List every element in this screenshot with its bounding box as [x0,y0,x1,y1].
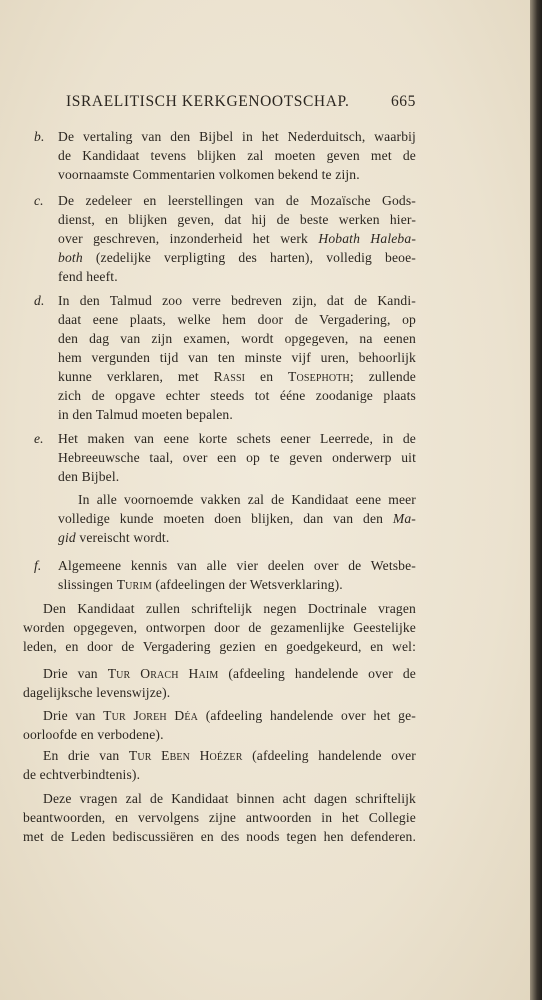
text-line: Algemeene kennis van alle vier deelen over de Wetsbe- [58,558,416,573]
text-line: worden opgegeven, ontworpen door de gezamenlijke Geestelijke [23,620,416,635]
text-line: oorloofde en verbodene). [23,727,164,742]
item-marker: e. [34,431,44,446]
running-title: ISRAELITISCH KERKGENOOTSCHAP. [66,93,350,110]
text-line: dagelijksche levenswijze). [23,685,171,700]
text-line: Deze vragen zal de Kandidaat binnen acht dagen schriftelijk [43,791,416,806]
text-line: Hebreeuwsche taal, over een op te geven onderwerp uit [58,450,416,465]
text-line: in den Talmud moeten bepalen. [58,407,233,422]
text-line: de Kandidaat tevens blijken zal moeten geven met de [58,148,416,163]
work-title: gid [58,530,76,545]
text-line: daat eene plaats, welke hem door de Vergadering, op [58,312,416,327]
text-line: met de Leden bediscussiëren en des noods tegen hen defenderen. [23,829,416,844]
text-line: volledige kunde moeten doen blijken, dan van den Ma- [58,511,416,526]
text-line: De vertaling van den Bijbel in het Nederduitsch, waarbij [58,129,416,144]
paragraph [23,706,416,744]
page-edge-shadow [530,0,542,1000]
commentator-name: Rassi [213,369,246,384]
work-title: both [58,250,83,265]
code-name: Turim [116,577,152,592]
text-line: both (zedelijke verpligting des harten), volledig beoe- [58,250,416,265]
paragraph [23,664,416,702]
code-name: Tur Orach Haim [107,666,219,681]
code-name: Tur Eben Hoézer [128,748,243,763]
text-line: over geschreven, inzonderheid het werk Hobath Haleba- [58,231,416,246]
text-line: En drie van Tur Eben Hoézer (afdeeling handelende over [43,748,416,763]
text-line: In alle voornoemde vakken zal de Kandidaat eene meer [78,492,416,507]
text-line: In den Talmud zoo verre bedreven zijn, dat de Kandi- [58,293,416,308]
text-line: voornaamste Commentarien volkomen bekend te zijn. [58,167,360,182]
text-line: den Bijbel. [58,469,120,484]
text-line: gid vereischt wordt. [58,530,170,545]
text-line: De zedeleer en leerstellingen van de Mozaïsche Gods- [58,193,416,208]
text-line: de echtverbindtenis). [23,767,141,782]
text-line: hem vergunden tijd van ten minste vijf uren, behoorlijk [58,350,416,365]
text-line: fend heeft. [58,269,118,284]
text-line: zich de opgave echter steeds tot ééne zoodanige plaats [58,388,416,403]
list-item-b [34,127,416,184]
list-item-f [34,556,416,594]
list-item-c [34,191,416,286]
item-marker: f. [34,558,42,573]
paragraph [23,789,416,846]
text-line: Den Kandidaat zullen schriftelijk negen Doctrinale vragen [43,601,416,616]
page-number: 665 [390,93,416,110]
work-title: Hobath Haleba- [318,231,416,246]
item-marker: b. [34,129,45,144]
text-line: kunne verklaren, met Rassi en Tosephoth; zullende [58,369,416,384]
item-marker: c. [34,193,44,208]
work-title: Ma- [392,511,416,526]
text-line: dienst, en blijken geven, dat hij de beste werken hier- [58,212,416,227]
text-line: leden, en door de Vergadering gezien en goedgekeurd, en wel: [23,639,416,654]
text-line: Drie van Tur Orach Haim (afdeeling handelende over de [43,666,416,681]
commentator-name: Tosephoth [288,369,350,384]
list-item-e [34,429,416,547]
text-line: Het maken van eene korte schets eener Leerrede, in de [58,431,416,446]
text-line: den dag van zijn examen, wordt opgegeven, na eenen [58,331,416,346]
text-line: Drie van Tur Joreh Déa (afdeeling handelende over het ge- [43,708,416,723]
text-line: beantwoorden, en vervolgens zijne antwoorden in het Collegie [23,810,416,825]
list-item-d [34,291,416,424]
paragraph [23,746,416,784]
text-line: slissingen Turim (afdeelingen der Wetsverklaring). [58,577,343,592]
code-name: Tur Joreh Déa [103,708,199,723]
paragraph [23,599,416,656]
item-marker: d. [34,293,45,308]
